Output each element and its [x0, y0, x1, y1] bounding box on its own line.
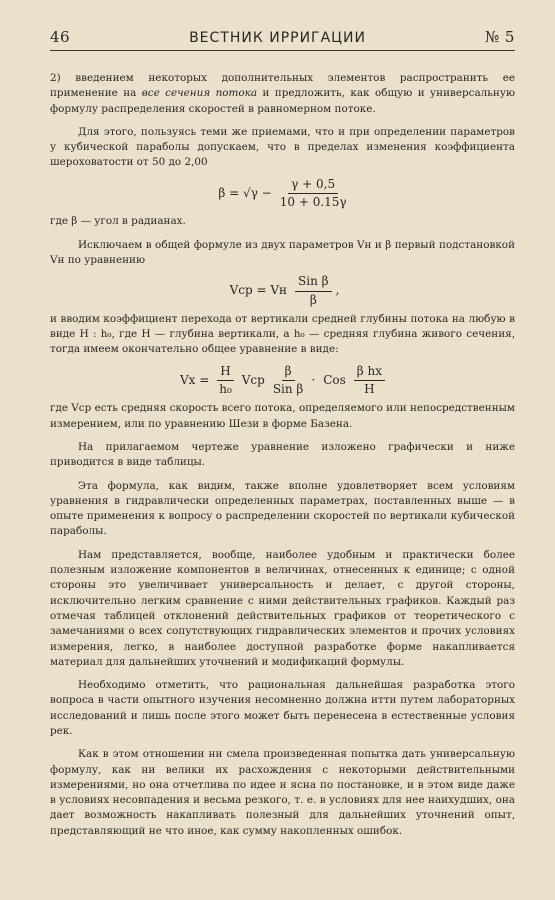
- paragraph-8: Эта формула, как видим, также вполне удовлетворяет всем условиям уравнения в гидравлически определенных параметрах, поставленных выше — в опыте применения к вопросу о распределении скоростей по вертикали кубической параболы.: [50, 479, 515, 538]
- formula-vx: [50, 364, 515, 398]
- formula-vcp-lhs: Vср = Vн: [229, 283, 288, 298]
- paragraph-10: Необходимо отметить, что рациональная дальнейшая разработка этого вопроса в части опытного изучения несомненно должна итти путем лабораторных исследований и лишь после этого может быть перенесена в естественные условия рек.: [50, 679, 515, 737]
- formula-vcp-denominator: β: [309, 292, 317, 307]
- formula-vx-fraction-3: [354, 364, 385, 398]
- formula-beta-lhs: β = √γ −: [218, 185, 272, 200]
- paragraph-9: Нам представляется, вообще, наиболее удобным и практически более полезным изложение компонентов в величинах, отнесенных к единице; с одной стороны это увеличивает универсальность и делает, с другой стороны, исключительно легким сравнение с ними действительных графиков. Каждый раз отмечая таблицей отклонений действительных графиков от теоретического с замечаниями о всех сопутствующих гидравлических элементов и прочих условиях измерения, легко, в наиболее доступной разработке форме накапливается материал для дальнейших уточнений и модификаций формулы.: [50, 548, 515, 668]
- header-rule: [50, 50, 515, 51]
- paragraph-5: и вводим коэффициент перехода от вертикали средней глубины потока на любую в виде H : h₀, где H — глубина вертикали, а h₀ — средняя глубина живого сечения, тогда имеем окончательно общее уравнение в виде:: [50, 312, 515, 356]
- formula-vx-f3-numerator: β hx: [354, 364, 385, 381]
- article-body: [50, 71, 515, 839]
- formula-vx-f1-numerator: H: [217, 364, 233, 381]
- formula-vx-fraction-2: [273, 364, 304, 398]
- paragraph-11: Как в этом отношении ни смела произведенная попытка дать универсальную формулу, как ни велики их расхождения с некоторыми действительными измерениями, но она отчетлива по идее и ясна по постановке, и в этом виде даже в условиях несовпадения и весьма резкого, т. е. в условиях для нее наихудших, она дает возможность накапливать полезный для дальнейших уточнений опыт, представляющий не что иное, как сумму накопленных ошибок.: [50, 748, 515, 837]
- formula-beta-fraction: [280, 177, 347, 211]
- formula-beta-denominator: 10 + 0.15γ: [279, 195, 347, 210]
- p1-text-b: и предложить, как общую и универсальную формулу распределения скоростей в равномерном потоке.: [50, 87, 516, 115]
- paragraph-2: Для этого, пользуясь теми же приемами, что и при определении параметров у кубической параболы допускаем, что в пределах изменения коэффициента шероховатости от 50 до 2,00: [50, 125, 515, 169]
- paragraph-7: На прилагаемом чертеже уравнение изложено графически и ниже приводится в виде таблицы.: [50, 440, 515, 469]
- paragraph-1: [50, 71, 515, 117]
- formula-vx-mid: Vср: [241, 372, 265, 387]
- formula-beta: [50, 177, 515, 211]
- formula-vx-f2-numerator: β: [282, 364, 295, 381]
- formula-vx-fraction-1: [217, 364, 233, 398]
- formula-vx-dot: ·: [311, 372, 316, 387]
- formula-vx-f3-denominator: H: [364, 382, 375, 397]
- formula-vcp-tail: ,: [335, 283, 340, 298]
- formula-beta-numerator: γ + 0,5: [288, 177, 338, 194]
- formula-vx-lhs: Vx =: [179, 372, 210, 387]
- p1-emphasis: все сечения потока: [141, 87, 258, 100]
- page-number: 46: [50, 28, 71, 46]
- paragraph-6: где Vср есть средняя скорость всего потока, определяемого или непосредственным измерением, или по уравнению Шези в форме Базена.: [50, 402, 515, 430]
- p1-text-a: 2) введением некоторых дополнительных элементов распространить ее применение на: [50, 72, 515, 100]
- formula-vx-f2-denominator: Sin β: [272, 382, 304, 397]
- issue-number: № 5: [484, 28, 515, 46]
- formula-vcp-numerator: Sin β: [295, 274, 332, 291]
- page-header: [50, 28, 515, 46]
- paragraph-4: Исключаем в общей формуле из двух параметров Vн и β первый подстановкой Vн по уравнению: [50, 238, 515, 266]
- journal-title: ВЕСТНИК ИРРИГАЦИИ: [189, 30, 366, 46]
- formula-vcp: [50, 274, 515, 308]
- formula-vcp-fraction: [295, 274, 332, 308]
- formula-vx-f1-denominator: h₀: [219, 382, 232, 397]
- formula-vx-cos: Cos: [323, 372, 346, 387]
- paragraph-3: где β — угол в радианах.: [50, 215, 186, 228]
